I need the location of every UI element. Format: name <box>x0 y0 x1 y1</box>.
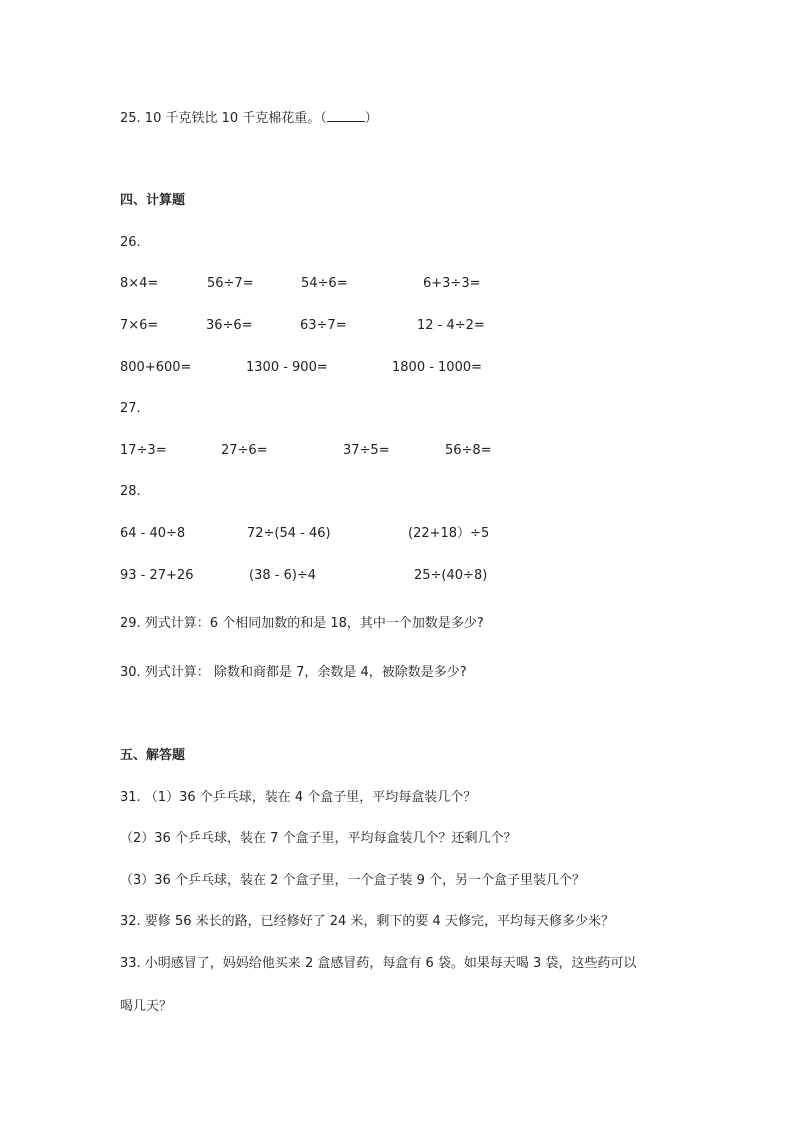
question-30: 30. 列式计算： 除数和商都是 7，余数是 4，被除数是多少? <box>120 665 467 680</box>
expression: 7×6= <box>120 318 159 333</box>
question-27-label: 27. <box>120 401 141 416</box>
answer-blank[interactable] <box>327 109 365 122</box>
expression: 93 - 27+26 <box>120 568 194 583</box>
expression: 1800 - 1000= <box>392 360 483 375</box>
expression: 56÷8= <box>445 443 492 458</box>
expression: 27÷6= <box>221 443 268 458</box>
question-33-line-2: 喝几天？ <box>120 999 173 1014</box>
question-28-label: 28. <box>120 484 141 499</box>
expression: 72÷(54 - 46) <box>247 526 331 541</box>
expression: 25÷(40÷8) <box>414 568 488 583</box>
expression: 64 - 40÷8 <box>120 526 186 541</box>
question-32: 32. 要修 56 米长的路，已经修好了 24 米，剩下的要 4 天修完，平均每天修多少米？ <box>120 914 614 929</box>
question-25-close: ） <box>364 111 378 126</box>
expression: 6+3÷3= <box>423 276 481 291</box>
question-25-text: 25. 10 千克铁比 10 千克棉花重。（ <box>120 111 327 126</box>
expression: (38 - 6)÷4 <box>249 568 317 583</box>
question-33-line-1: 33. 小明感冒了，妈妈给他买来 2 盒感冒药，每盒有 6 袋。如果每天喝 3 袋，这些药可以 <box>120 956 637 971</box>
question-25 <box>120 109 378 128</box>
expression: 1300 - 900= <box>246 360 328 375</box>
question-31-part-2: （2）36 个乒乓球，装在 7 个盒子里，平均每盒装几个？还剩几个？ <box>120 831 517 846</box>
expression: (22+18）÷5 <box>408 526 490 541</box>
expression: 37÷5= <box>343 443 390 458</box>
expression: 800+600= <box>120 360 192 375</box>
question-31-part-1: 31. （1）36 个乒乓球，装在 4 个盒子里，平均每盒装几个？ <box>120 790 477 805</box>
expression: 56÷7= <box>207 276 254 291</box>
question-31-part-3: （3）36 个乒乓球，装在 2 个盒子里，一个盒子装 9 个，另一个盒子里装几个？ <box>120 873 586 888</box>
section-4-heading: 四、计算题 <box>120 193 186 208</box>
expression: 12 - 4÷2= <box>417 318 485 333</box>
question-26-label: 26. <box>120 235 141 250</box>
expression: 63÷7= <box>300 318 347 333</box>
expression: 54÷6= <box>301 276 348 291</box>
expression: 36÷6= <box>206 318 253 333</box>
section-5-heading: 五、解答题 <box>120 748 186 763</box>
expression: 8×4= <box>120 276 159 291</box>
expression: 17÷3= <box>120 443 167 458</box>
question-29: 29. 列式计算：6 个相同加数的和是 18，其中一个加数是多少? <box>120 616 484 631</box>
